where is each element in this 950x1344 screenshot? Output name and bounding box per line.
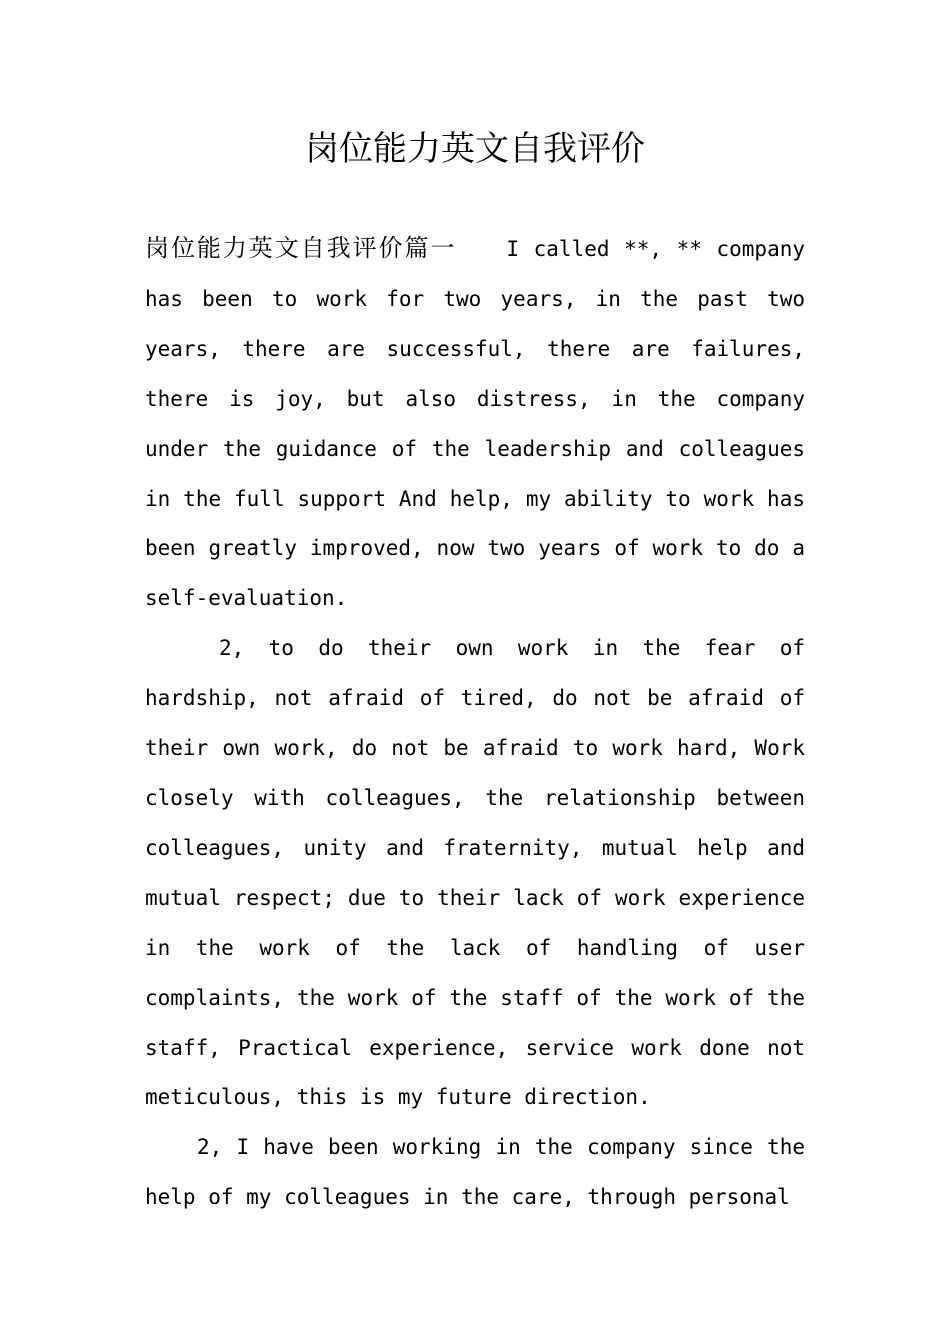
document-body	[145, 224, 805, 1223]
paragraph-3-text: 2, I have been working in the company since the help of my colleagues in the care, through personal	[145, 1135, 805, 1210]
paragraph-2-text: 2, to do their own work in the fear of hardship, not afraid of tired, do not be afraid of their own work, do not be afraid to work hard, Work closely with colleagues, the relationship between colleagues, unity and fraternity, mutual help and mutual respect; due to their lack of work experience in the work of the lack of handling of user complaints, the work of the staff of the work of the staff, Practical experience, service work done not meticulous, this is my future direction.	[145, 636, 805, 1110]
document-title: 岗位能力英文自我评价	[305, 129, 645, 169]
paragraph-1	[145, 224, 805, 624]
paragraph-2	[145, 624, 805, 1123]
paragraph-3	[145, 1123, 805, 1223]
paragraph-1-text: I called **, ** company has been to work for two years, in the past two years, there are successful, there are failures, there is joy, but also distress, in the company under the guidance of the leadership and colleagues in the full support And help, my ability to work has been greatly improved, now two years of work to do a self-evaluation.	[145, 237, 805, 611]
section-heading: 岗位能力英文自我评价篇一	[145, 234, 457, 262]
